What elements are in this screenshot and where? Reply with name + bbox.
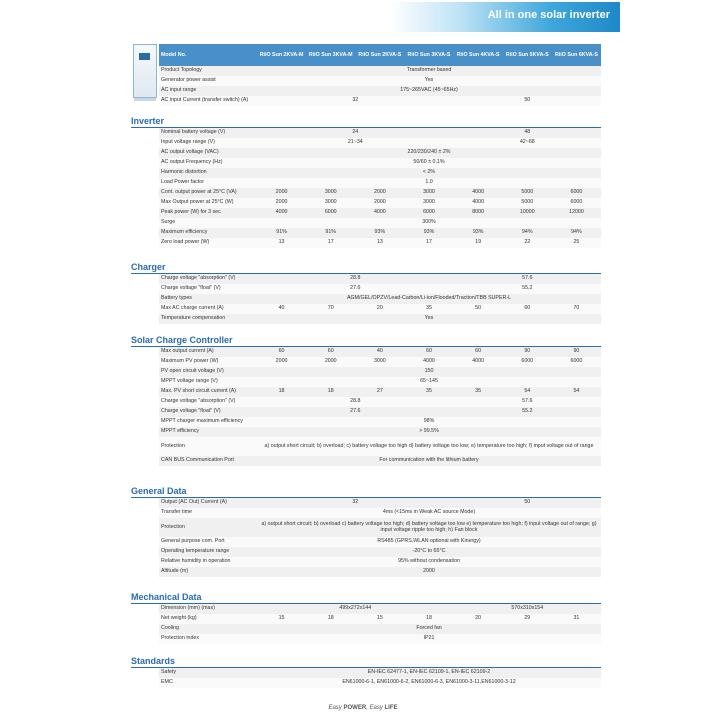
table-row (159, 96, 601, 106)
row-value: 10000 (503, 208, 552, 218)
row-value: 90 (503, 347, 552, 357)
row-value: 300% (257, 218, 601, 228)
row-value: 5000 (503, 198, 552, 208)
row-value: 55.2 (454, 407, 601, 417)
row-value: 5000 (503, 188, 552, 198)
row-value: 20 (454, 614, 503, 624)
row-value: 28.8 (257, 397, 454, 407)
standards-spec-table (159, 668, 601, 688)
row-value: AGM/GEL/OPZV/Lead-Carbon/Li-ion/Flooded/Traction/TBB SUPER-L (257, 294, 601, 304)
row-label: Net weight (kg) (159, 614, 257, 624)
row-value: 32 (257, 96, 454, 106)
table-row (159, 397, 601, 407)
row-label: Altitude (m) (159, 567, 257, 577)
row-value: 93% (454, 228, 503, 238)
table-row (159, 407, 601, 417)
row-value: 60 (454, 347, 503, 357)
row-value: 50 (454, 304, 503, 314)
row-label: Max output current (A) (159, 347, 257, 357)
row-value: 12000 (552, 208, 601, 218)
table-row (159, 417, 601, 427)
row-value: 2000 (257, 567, 601, 577)
section-title-solar-charge-controller: Solar Charge Controller (131, 335, 601, 345)
row-value: 6000 (306, 208, 355, 218)
row-label: Surge (159, 218, 257, 228)
row-value: 28.8 (257, 274, 454, 284)
row-label: MPPT voltage range (V) (159, 377, 257, 387)
footer-slogan: Easy POWER, Easy LIFE (328, 705, 398, 711)
table-row (159, 66, 601, 76)
row-value: 13 (257, 238, 306, 248)
row-label: Charge voltage "absorption" (V) (159, 397, 257, 407)
row-value: 93% (355, 228, 404, 238)
row-value: < 2% (257, 168, 601, 178)
table-row (159, 274, 601, 284)
product-display-icon (139, 53, 150, 60)
table-row (159, 668, 601, 678)
row-label: Peak power (W) for 3 sec (159, 208, 257, 218)
row-value: 42~68 (454, 138, 601, 148)
row-value: 2000 (355, 188, 404, 198)
row-value: > 99.5% (257, 427, 601, 437)
row-value: 54 (503, 387, 552, 397)
table-row (159, 238, 601, 248)
row-value: 48 (454, 128, 601, 138)
row-value: 4000 (404, 357, 453, 367)
row-value: 27.6 (257, 407, 454, 417)
row-value: 32 (257, 498, 454, 508)
table-row (159, 456, 601, 466)
row-label: MPPT charger maximum efficiency (159, 417, 257, 427)
row-value: 91% (306, 228, 355, 238)
row-label: Relative humidity in operation (159, 557, 257, 567)
row-value: 3000 (306, 188, 355, 198)
title-banner (390, 2, 620, 32)
row-value: 3000 (355, 357, 404, 367)
model-name: RiiO Sun 5KVA-S (503, 44, 552, 66)
row-value: 13 (355, 238, 404, 248)
row-value: 18 (257, 387, 306, 397)
section-title-general-data: General Data (131, 486, 601, 496)
table-row (159, 228, 601, 238)
row-label: Cooling (159, 624, 257, 634)
row-label: Charge voltage "absorption" (V) (159, 274, 257, 284)
row-label: Charge voltage "float" (V) (159, 284, 257, 294)
charger-spec-table (159, 274, 601, 324)
table-row (159, 314, 601, 324)
row-value: 2000 (257, 198, 306, 208)
model-header-label: Model No. (159, 44, 257, 66)
table-row (159, 387, 601, 397)
row-value: 60 (257, 347, 306, 357)
row-value: 2000 (355, 198, 404, 208)
row-value: 60 (306, 347, 355, 357)
row-label: Charge voltage "float" (V) (159, 407, 257, 417)
row-value: 15 (257, 614, 306, 624)
row-value: Forced fan (257, 624, 601, 634)
row-value: 50 (454, 498, 601, 508)
table-row (159, 168, 601, 178)
row-value: 22 (503, 238, 552, 248)
scc-spec-table (159, 347, 601, 466)
row-value: 35 (404, 387, 453, 397)
model-name: RiiO Sun 6KVA-S (552, 44, 601, 66)
row-value: 94% (503, 228, 552, 238)
row-label: AC output voltage (VAC) (159, 148, 257, 158)
row-label: Maximum efficiency (159, 228, 257, 238)
row-value: 90 (552, 347, 601, 357)
row-label: CAN BUS Communication Port (159, 456, 257, 466)
row-value: 6000 (503, 357, 552, 367)
row-label: Load Power factor (159, 178, 257, 188)
table-row (159, 614, 601, 624)
row-label: Cont. output power at 25°C (VA) (159, 188, 257, 198)
row-label: Operating temperature range (159, 547, 257, 557)
table-row (159, 148, 601, 158)
row-value: 3000 (404, 188, 453, 198)
row-value: EN61000-6-1, EN61000-6-2, EN61000-6-3, EN61000-3-11,EN61000-3-12 (257, 678, 601, 688)
row-value: 8000 (454, 208, 503, 218)
table-row (159, 284, 601, 294)
row-value: 150 (257, 367, 601, 377)
table-row (159, 634, 601, 644)
row-value: 20 (355, 304, 404, 314)
row-value: 50/60 ± 0.1% (257, 158, 601, 168)
product-image (133, 44, 157, 98)
row-label: AC input range (159, 86, 257, 96)
row-value: 18 (404, 614, 453, 624)
table-row (159, 347, 601, 357)
section-title-mechanical-data: Mechanical Data (131, 592, 601, 602)
row-value: 2000 (257, 188, 306, 198)
row-value: Yes (257, 76, 601, 86)
row-value: 18 (306, 614, 355, 624)
row-value: -20°C to 65°C (257, 547, 601, 557)
row-value: 40 (257, 304, 306, 314)
table-row (159, 537, 601, 547)
row-label: PV open circuit voltage (V) (159, 367, 257, 377)
row-value: IP21 (257, 634, 601, 644)
row-value: 4ms (<15ms in Weak AC source Mode) (257, 508, 601, 518)
row-value: 6000 (552, 357, 601, 367)
table-row (159, 547, 601, 557)
row-value: Yes (257, 314, 601, 324)
row-value: 4000 (355, 208, 404, 218)
model-name: RiiO Sun 3KVA-S (404, 44, 453, 66)
mechanical-data-spec-table (159, 604, 601, 644)
row-value: 175~265VAC (45~65Hz) (257, 86, 601, 96)
row-label: Protection (159, 518, 257, 537)
row-value: 65~145 (257, 377, 601, 387)
row-value: 57.6 (454, 397, 601, 407)
table-row (159, 128, 601, 138)
row-value: 91% (257, 228, 306, 238)
model-name: RiiO Sun 4KVA-S (454, 44, 503, 66)
table-row (159, 86, 601, 96)
row-value: 17 (306, 238, 355, 248)
table-row (159, 218, 601, 228)
table-row (159, 518, 601, 537)
table-row (159, 508, 601, 518)
row-value: EN-IEC 62477-1, EN-IEC 62109-1, EN-IEC 62109-2 (257, 668, 601, 678)
row-value: 98% (257, 417, 601, 427)
row-value: 93% (404, 228, 453, 238)
row-label: Battery types (159, 294, 257, 304)
row-value: 21~34 (257, 138, 454, 148)
row-value: 29 (503, 614, 552, 624)
row-label: Protection (159, 437, 257, 456)
row-value: RS485 (GPRS,WLAN optional with Kinergy) (257, 537, 601, 547)
table-row (159, 624, 601, 634)
row-value: 19 (454, 238, 503, 248)
table-row (159, 437, 601, 456)
inverter-spec-table (159, 128, 601, 248)
table-row (159, 158, 601, 168)
table-row (159, 604, 601, 614)
row-label: Temperature compensation (159, 314, 257, 324)
row-label: Harmonic distortion (159, 168, 257, 178)
row-label: General purpose com. Port (159, 537, 257, 547)
row-label: Transfer time (159, 508, 257, 518)
row-label: Max AC charge current (A) (159, 304, 257, 314)
row-value: 6000 (552, 188, 601, 198)
model-name: RiiO Sun 2KVA-S (355, 44, 404, 66)
row-value: For communication with the lithium battery (257, 456, 601, 466)
table-row (159, 498, 601, 508)
table-row (159, 138, 601, 148)
row-label: Maximum PV power (W) (159, 357, 257, 367)
row-label: Protection index (159, 634, 257, 644)
row-label: Output (AC Out) Current (A) (159, 498, 257, 508)
row-label: AC input Current (transfer switch) (A) (159, 96, 257, 106)
row-value: 15 (355, 614, 404, 624)
row-value: 35 (404, 304, 453, 314)
row-label: Dimension (mm) (max) (159, 604, 257, 614)
section-title-inverter: Inverter (131, 116, 601, 126)
row-value: 55.2 (454, 284, 601, 294)
row-value: 24 (257, 128, 454, 138)
row-label: Zero load power (W) (159, 238, 257, 248)
section-title-standards: Standards (131, 656, 601, 666)
row-value: 57.6 (454, 274, 601, 284)
row-label: Safety (159, 668, 257, 678)
table-row (159, 304, 601, 314)
table-row (159, 294, 601, 304)
row-value: 1.0 (257, 178, 601, 188)
row-value: 2000 (306, 357, 355, 367)
row-value: 6000 (404, 208, 453, 218)
row-value: 70 (552, 304, 601, 314)
general-spec-table (159, 44, 601, 106)
row-label: Input voltage range (V) (159, 138, 257, 148)
row-value: 25 (552, 238, 601, 248)
row-value: 60 (503, 304, 552, 314)
row-value: 17 (404, 238, 453, 248)
row-label: MPPT efficiency (159, 427, 257, 437)
row-value: 3000 (306, 198, 355, 208)
section-title-charger: Charger (131, 262, 601, 272)
row-label: Nominal battery voltage (V) (159, 128, 257, 138)
table-row (159, 76, 601, 86)
row-value: 54 (552, 387, 601, 397)
table-row (159, 188, 601, 198)
table-row (159, 367, 601, 377)
row-value: 95% without condensation (257, 557, 601, 567)
row-label: Product Topology (159, 66, 257, 76)
row-value: 220/230/240 ± 2% (257, 148, 601, 158)
row-value: 94% (552, 228, 601, 238)
table-row (159, 357, 601, 367)
row-value: 50 (454, 96, 601, 106)
table-row (159, 198, 601, 208)
row-value: 4000 (454, 357, 503, 367)
table-row (159, 557, 601, 567)
row-value: 2000 (257, 357, 306, 367)
row-label: Max. PV short circuit current (A) (159, 387, 257, 397)
row-value: 4000 (454, 198, 503, 208)
row-value: 499x272x144 (257, 604, 454, 614)
table-row (159, 377, 601, 387)
row-value: 18 (306, 387, 355, 397)
table-row (159, 567, 601, 577)
row-value: 27 (355, 387, 404, 397)
table-row (159, 178, 601, 188)
row-value: 60 (404, 347, 453, 357)
row-value: 31 (552, 614, 601, 624)
row-value: 6000 (552, 198, 601, 208)
row-label: AC output Frequency (Hz) (159, 158, 257, 168)
row-label: Generator power assist (159, 76, 257, 86)
row-value: Transformer based (257, 66, 601, 76)
banner-title: All in one solar inverter (487, 9, 610, 21)
row-value: 40 (355, 347, 404, 357)
table-row (159, 678, 601, 688)
row-value: 27.6 (257, 284, 454, 294)
model-header-row (159, 44, 601, 66)
table-row (159, 427, 601, 437)
row-value: 35 (454, 387, 503, 397)
row-value: a) output short circuit; b) overload c) battery voltage too high; d) battery voltage too low e) temperature too high; f) input voltage out of range; g) input voltage ripple too high; h) Fan block (257, 518, 601, 537)
row-value: 70 (306, 304, 355, 314)
model-name: RiiO Sun 3KVA-M (306, 44, 355, 66)
row-value: 3000 (404, 198, 453, 208)
row-value: 570x310x154 (454, 604, 601, 614)
row-value: 4000 (257, 208, 306, 218)
row-label: EMC (159, 678, 257, 688)
row-value: a) output short circuit; b) overload; c) battery voltage too high d) battery voltage too low; e) temperature too high; f) input voltage out of range (257, 437, 601, 456)
general-data-spec-table (159, 498, 601, 577)
model-name: RiiO Sun 2KVA-M (257, 44, 306, 66)
table-row (159, 208, 601, 218)
row-label: Max Output power at 25°C (W) (159, 198, 257, 208)
row-value: 4000 (454, 188, 503, 198)
